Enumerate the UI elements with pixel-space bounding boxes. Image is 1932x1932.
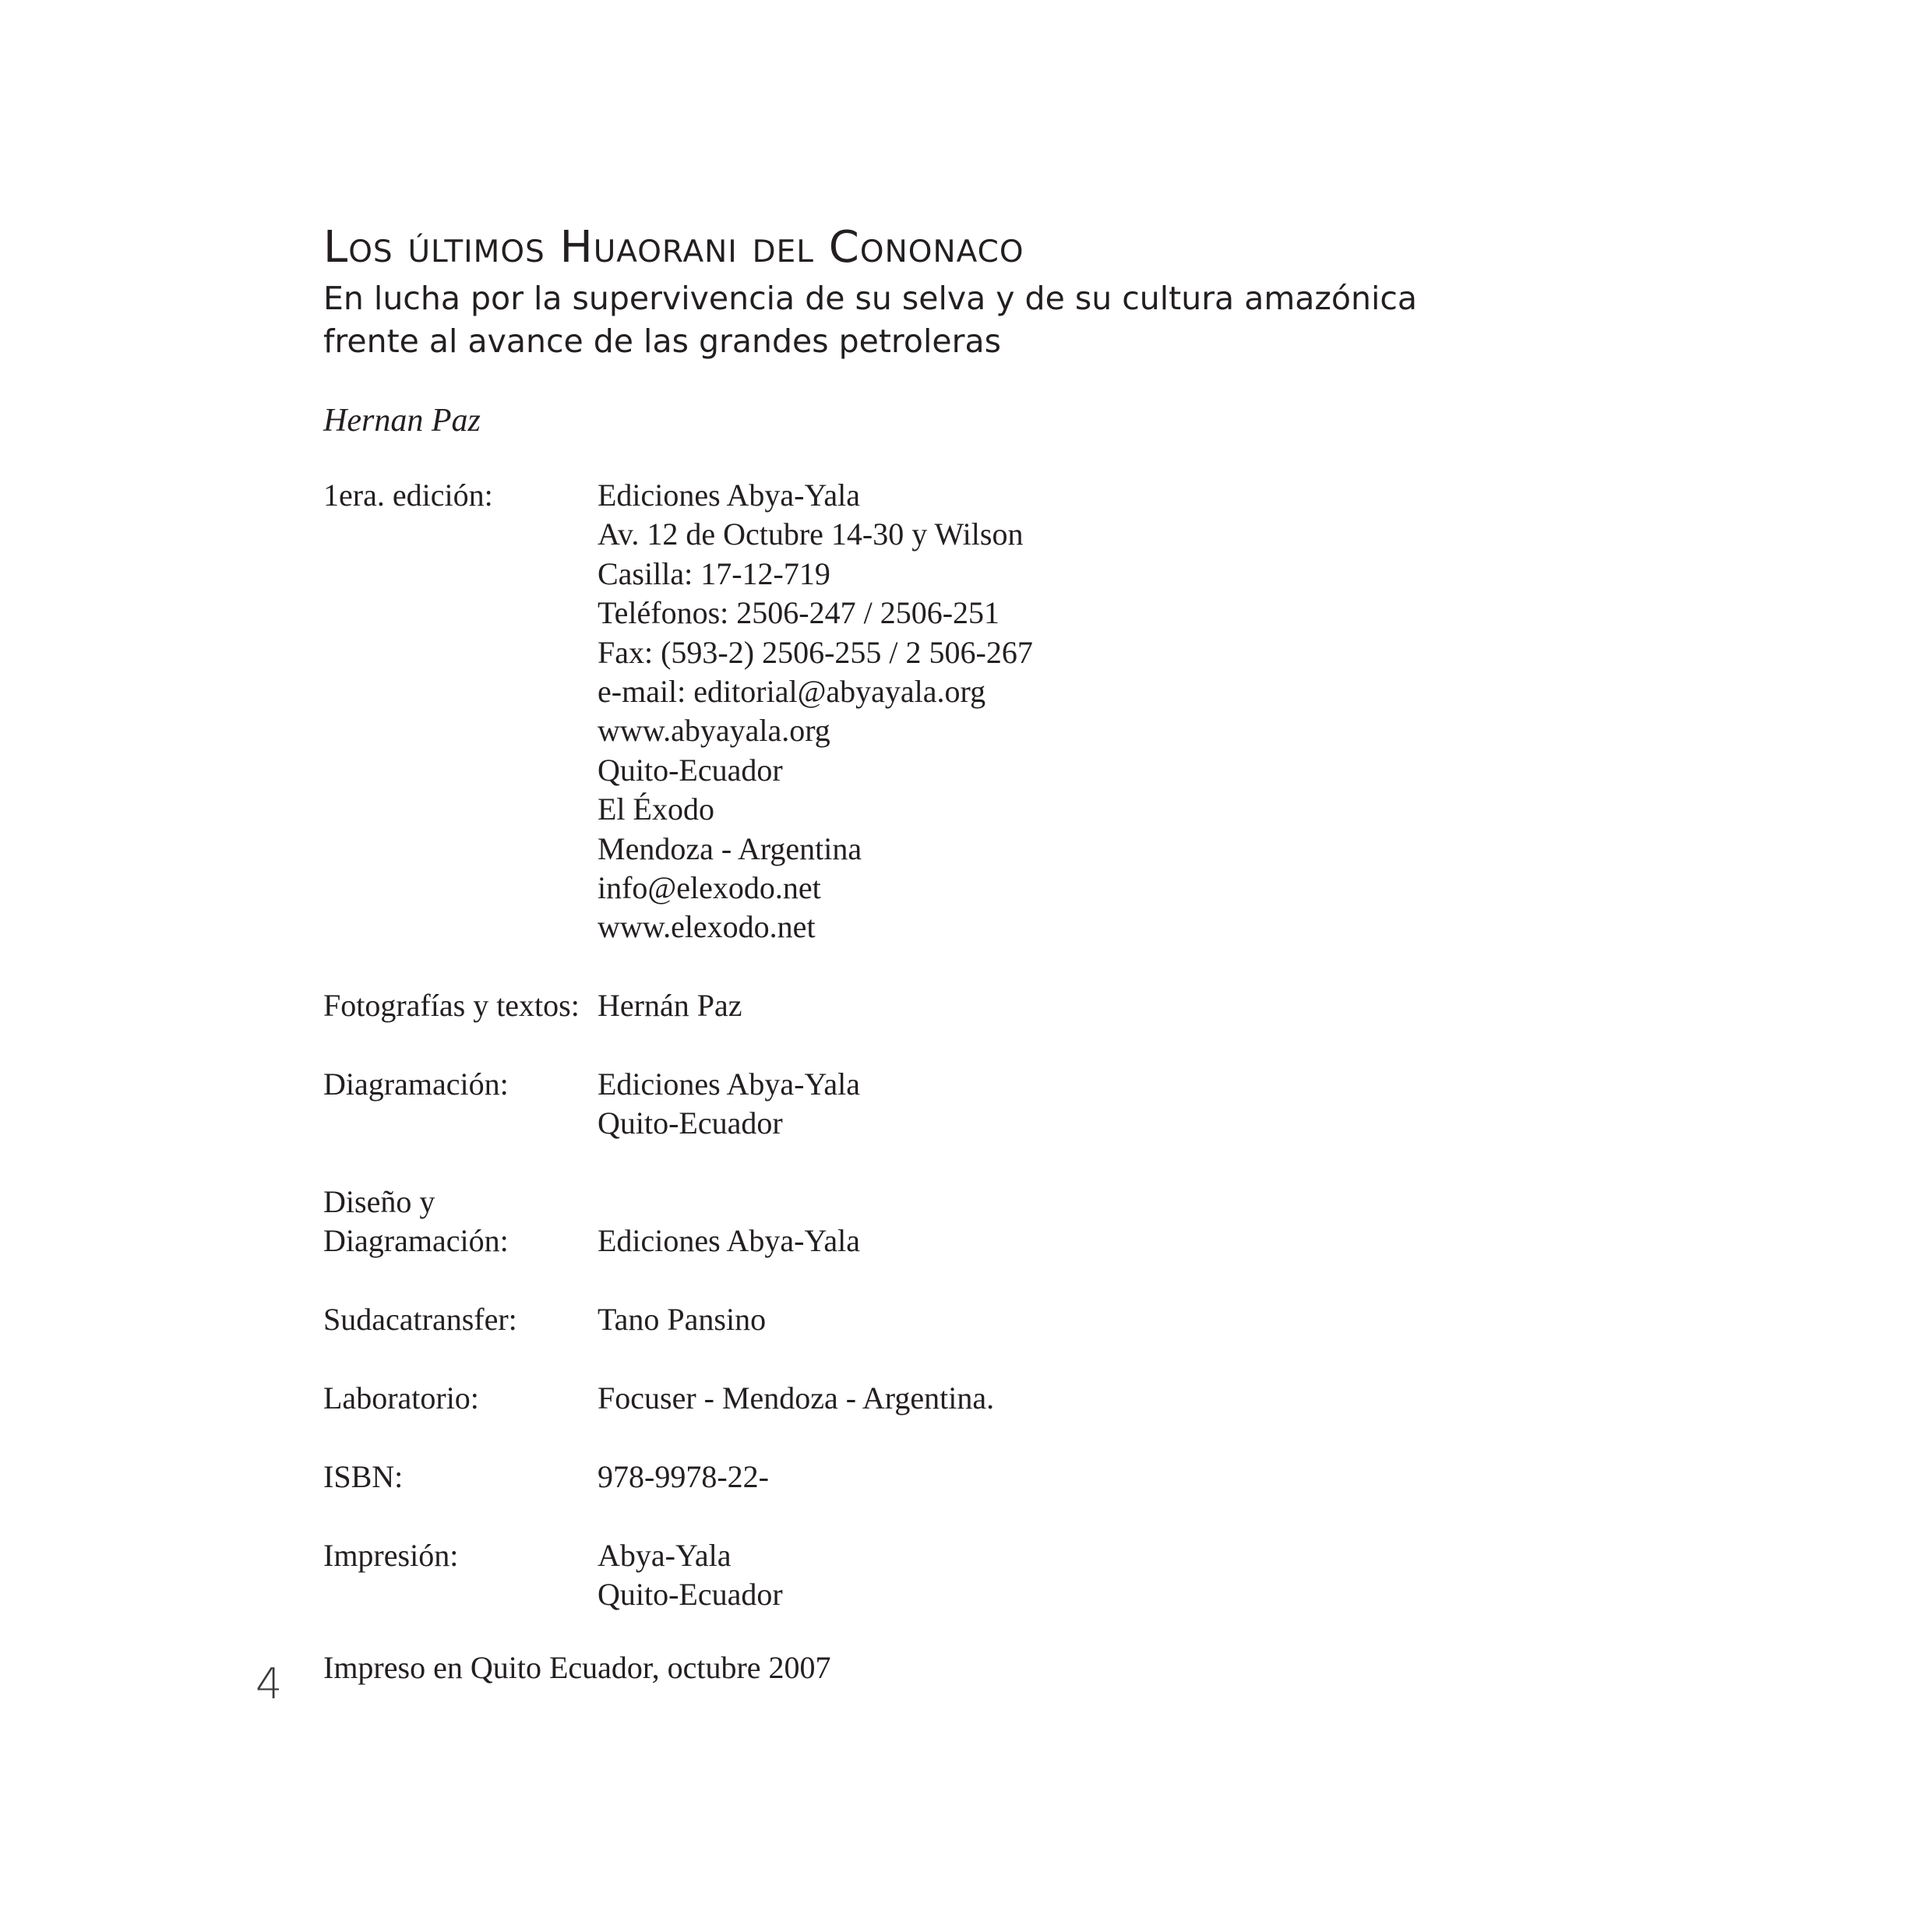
credit-value-line: El Éxodo xyxy=(598,791,714,827)
credit-label-line: Diseño y xyxy=(323,1184,435,1220)
subtitle-line-2: frente al avance de las grandes petroleras xyxy=(323,323,1001,360)
credit-label-line: Diagramación: xyxy=(323,1066,509,1102)
credit-value-line: Teléfonos: 2506-247 / 2506-251 xyxy=(598,595,1000,631)
credit-label-line: 1era. edición: xyxy=(323,478,493,513)
credit-row xyxy=(323,1536,1648,1615)
credit-value-line: www.elexodo.net xyxy=(598,909,816,945)
credit-row xyxy=(323,1065,1648,1144)
credit-label-line: Sudacatransfer: xyxy=(323,1302,517,1338)
credit-value-line: Fax: (593-2) 2506-255 / 2 506-267 xyxy=(598,634,1033,670)
credit-value-line: info@elexodo.net xyxy=(598,869,821,905)
credit-values xyxy=(598,986,1648,1025)
credit-value-line: Focuser - Mendoza - Argentina. xyxy=(598,1380,995,1416)
credit-label-line: Laboratorio: xyxy=(323,1380,479,1416)
credit-label-line: ISBN: xyxy=(323,1458,404,1494)
credit-label xyxy=(323,1458,598,1497)
credit-label xyxy=(323,1379,598,1418)
credit-values xyxy=(598,1183,1648,1261)
credit-value-line: Ediciones Abya-Yala xyxy=(598,1223,860,1259)
credit-label xyxy=(323,1183,598,1261)
author-name: Hernan Paz xyxy=(323,403,481,439)
credit-values xyxy=(598,476,1648,947)
credit-value-line: Casilla: 17-12-719 xyxy=(598,555,830,591)
credit-value-line: Abya-Yala xyxy=(598,1537,732,1573)
credit-value-line: 978-9978-22- xyxy=(598,1458,769,1494)
credit-value-line: Hernán Paz xyxy=(598,988,742,1024)
credit-value-line: Ediciones Abya-Yala xyxy=(598,478,860,513)
credit-row xyxy=(323,1300,1648,1339)
credit-value-line: Quito-Ecuador xyxy=(598,1576,783,1612)
credit-row xyxy=(323,1379,1648,1418)
credit-value-line: e-mail: editorial@abyayala.org xyxy=(598,673,986,709)
credit-value-line: Av. 12 de Octubre 14-30 y Wilson xyxy=(598,516,1024,552)
credit-row xyxy=(323,476,1648,947)
credit-value-line: www.abyayala.org xyxy=(598,713,830,749)
book-title: Los últimos Huaorani del Cononaco xyxy=(323,222,1024,273)
credit-label-line: Diagramación: xyxy=(323,1223,509,1259)
page-number: 4 xyxy=(256,1659,283,1708)
credit-label xyxy=(323,986,598,1025)
imprint-note: Impreso en Quito Ecuador, octubre 2007 xyxy=(323,1650,831,1685)
credit-label xyxy=(323,1065,598,1104)
credit-label xyxy=(323,1300,598,1339)
credit-value-line: Quito-Ecuador xyxy=(598,752,783,788)
credit-values xyxy=(598,1379,1648,1418)
credit-row xyxy=(323,1458,1648,1497)
credit-row xyxy=(323,986,1648,1025)
subtitle-line-1: En lucha por la supervivencia de su selva y de su cultura amazónica xyxy=(323,280,1418,317)
credit-value-line: Tano Pansino xyxy=(598,1302,767,1338)
credit-values xyxy=(598,1300,1648,1339)
credits-list xyxy=(323,476,1648,1614)
credit-value-line: Ediciones Abya-Yala xyxy=(598,1066,860,1102)
credit-value-line: Mendoza - Argentina xyxy=(598,830,862,866)
credit-values xyxy=(598,1065,1648,1144)
credit-label-line: Impresión: xyxy=(323,1537,459,1573)
credit-value-spacer xyxy=(598,1183,1648,1222)
credit-value-line: Quito-Ecuador xyxy=(598,1105,783,1141)
credit-label xyxy=(323,1536,598,1575)
credit-row xyxy=(323,1183,1648,1261)
credit-values xyxy=(598,1536,1648,1615)
credit-label-line: Fotografías y textos: xyxy=(323,988,580,1024)
credit-values xyxy=(598,1458,1648,1497)
credit-label xyxy=(323,476,598,515)
book-subtitle xyxy=(323,277,1417,363)
